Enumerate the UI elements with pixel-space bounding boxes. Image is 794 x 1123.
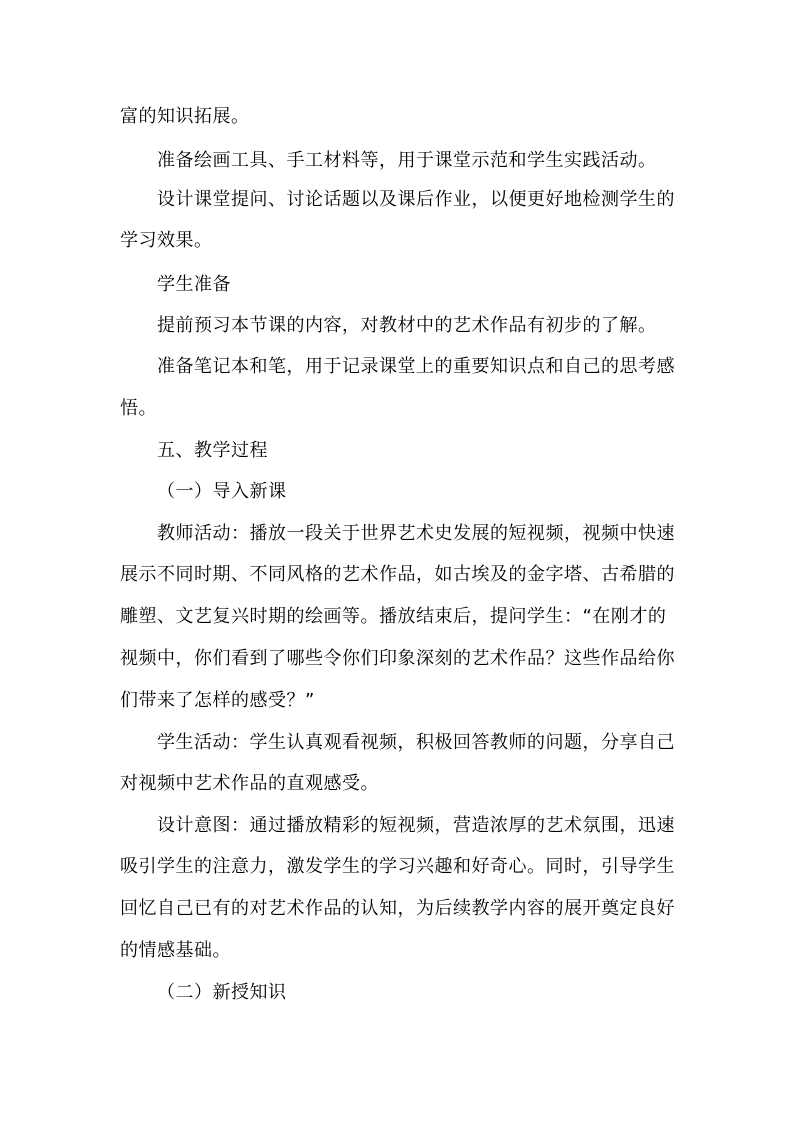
text-line: 富的知识拓展。 — [120, 106, 250, 127]
section-heading: 学生准备 — [157, 274, 231, 295]
text-line: 雕塑、文艺复兴时期的绘画等。播放结束后，提问学生：“在刚才的 — [120, 606, 667, 627]
subsection-heading: （一）导入新课 — [157, 481, 287, 502]
text-line: 设计课堂提问、讨论话题以及课后作业，以便更好地检测学生的 — [157, 189, 675, 210]
text-line: 学生活动：学生认真观看视频，积极回答教师的问题，分享自己 — [157, 732, 675, 753]
text-line: 准备绘画工具、手工材料等，用于课堂示范和学生实践活动。 — [157, 150, 657, 171]
text-line: 回忆自己已有的对艺术作品的认知，为后续教学内容的展开奠定良好 — [120, 898, 675, 919]
text-line: 设计意图：通过播放精彩的短视频，营造浓厚的艺术氛围，迅速 — [157, 815, 675, 836]
text-line: 视频中，你们看到了哪些令你们印象深刻的艺术作品？这些作品给你 — [120, 648, 675, 669]
section-heading: 五、教学过程 — [157, 440, 268, 461]
text-line: 提前预习本节课的内容，对教材中的艺术作品有初步的了解。 — [157, 315, 657, 336]
text-line: 的情感基础。 — [120, 940, 231, 961]
text-line: 学习效果。 — [120, 230, 213, 251]
subsection-heading: （二）新授知识 — [157, 982, 287, 1003]
text-line: 准备笔记本和笔，用于记录课堂上的重要知识点和自己的思考感 — [157, 356, 675, 377]
text-line: 悟。 — [120, 398, 157, 419]
text-line: 展示不同时期、不同风格的艺术作品，如古埃及的金字塔、古希腊的 — [120, 564, 675, 585]
text-line: 们带来了怎样的感受？” — [120, 690, 315, 711]
text-line: 教师活动：播放一段关于世界艺术史发展的短视频，视频中快速 — [157, 523, 675, 544]
text-line: 对视频中艺术作品的直观感受。 — [120, 773, 379, 794]
text-line: 吸引学生的注意力，激发学生的学习兴趣和好奇心。同时，引导学生 — [120, 856, 675, 877]
